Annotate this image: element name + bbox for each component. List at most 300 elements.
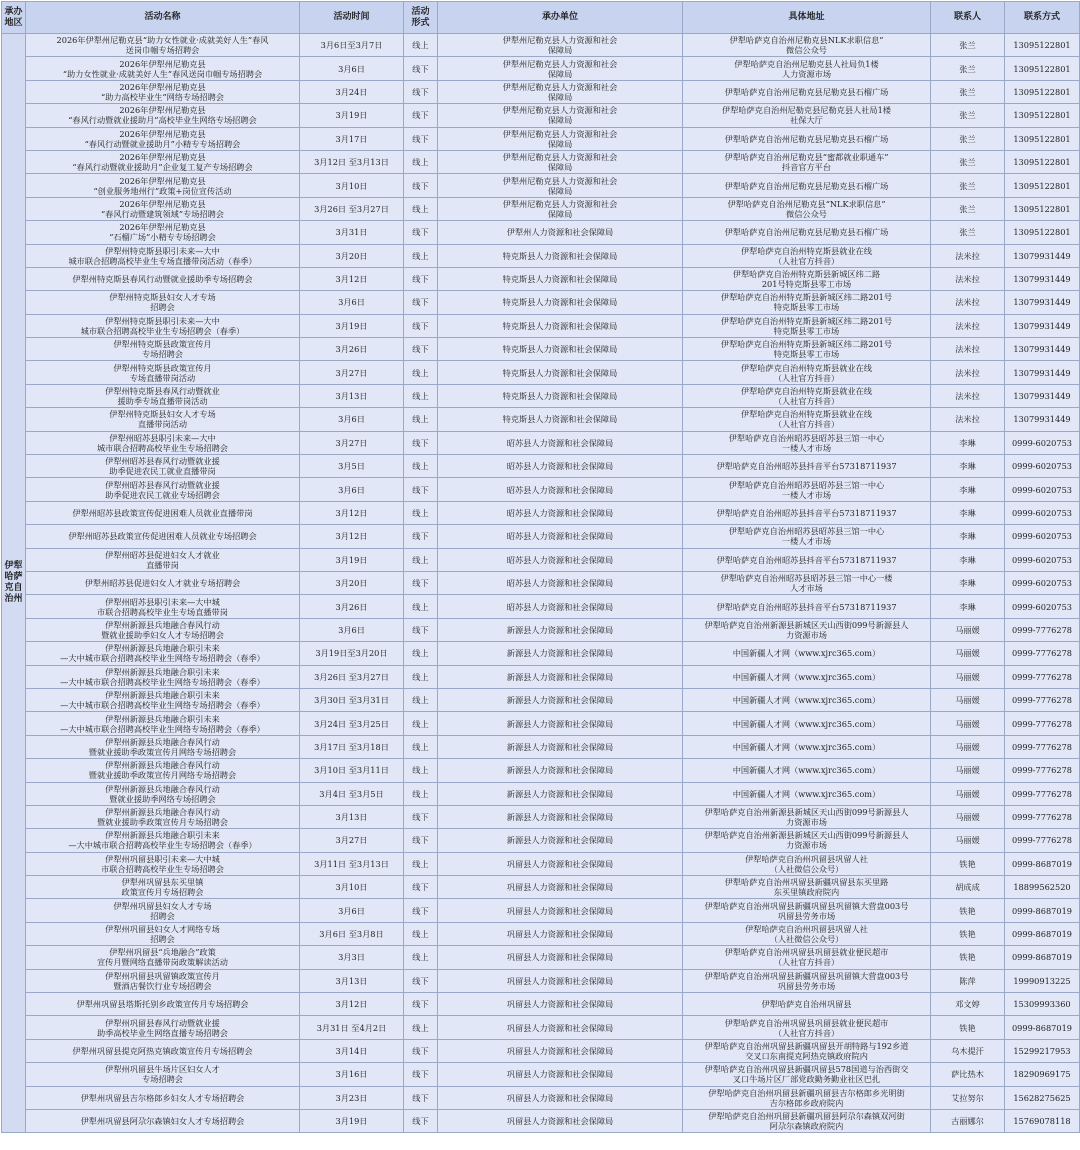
activity-name-cell: 伊犁州新源县兵地融合职引未来 —大中城市联合招聘高校毕业生网络专场招聘会（春季） xyxy=(26,712,300,735)
activity-time-cell: 3月26日 至3月27日 xyxy=(300,665,404,688)
activity-name-cell: 伊犁州巩留县春风行动暨就业援 助季高校毕业生网络直播专场招聘会 xyxy=(26,1016,300,1039)
region-cell: 伊犁 哈萨 克自 治州 xyxy=(2,34,26,1133)
activity-time-cell: 3月13日 xyxy=(300,384,404,407)
contact-phone-cell: 0999-6020753 xyxy=(1005,548,1080,571)
organizer-cell: 伊犁州人力资源和社会保障局 xyxy=(438,221,683,244)
activity-time-cell: 3月24日 xyxy=(300,80,404,103)
contact-person-cell: 艾拉努尔 xyxy=(931,1086,1005,1109)
activity-name-cell: 伊犁州巩留县东买里镇 政策宣传月专场招聘会 xyxy=(26,876,300,899)
contact-phone-cell: 15769078118 xyxy=(1005,1109,1080,1132)
activity-format-cell: 线上 xyxy=(404,501,438,524)
activity-format-cell: 线下 xyxy=(404,525,438,548)
contact-person-cell: 邓文婷 xyxy=(931,993,1005,1016)
activity-name-cell: 伊犁州巩留县提克阿热克镇政策宣传月专场招聘会 xyxy=(26,1039,300,1062)
activity-name-cell: 伊犁州特克斯县政策宣传月 专场直播带岗活动 xyxy=(26,361,300,384)
activity-name-cell: 2026年伊犁州尼勒克县 “春风行动暨建筑领域”专场招聘会 xyxy=(26,197,300,220)
address-cell: 伊犁哈萨克自治州特克斯县就业在线 （人社官方抖音） xyxy=(683,408,931,431)
organizer-cell: 新源县人力资源和社会保障局 xyxy=(438,829,683,852)
table-row xyxy=(2,314,1080,337)
activity-format-cell: 线上 xyxy=(404,1016,438,1039)
table-header-row xyxy=(2,2,1080,34)
activity-name-cell: 2026年伊犁州尼勒克县 “春风行动暨就业援助月”小精专专场招聘会 xyxy=(26,127,300,150)
contact-person-cell: 法米拉 xyxy=(931,267,1005,290)
contact-phone-cell: 13079931449 xyxy=(1005,361,1080,384)
contact-person-cell: 张兰 xyxy=(931,174,1005,197)
activity-time-cell: 3月27日 xyxy=(300,361,404,384)
address-cell: 中国新疆人才网（www.xjrc365.com） xyxy=(683,735,931,758)
activity-name-cell: 2026年伊犁州尼勒克县 “创业服务地州行”政策+岗位宣传活动 xyxy=(26,174,300,197)
contact-phone-cell: 0999-6020753 xyxy=(1005,431,1080,454)
address-cell: 伊犁哈萨克自治州巩留县新疆巩留县阿尕尔森镇双河街 阿尕尔森镇政府院内 xyxy=(683,1109,931,1132)
contact-phone-cell: 18899562520 xyxy=(1005,876,1080,899)
header-activity-format: 活动 形式 xyxy=(404,2,438,34)
activity-format-cell: 线上 xyxy=(404,244,438,267)
address-cell: 伊犁哈萨克自治州昭苏县昭苏县三馆一中心 一楼人才市场 xyxy=(683,478,931,501)
contact-phone-cell: 0999-7776278 xyxy=(1005,829,1080,852)
address-cell: 伊犁哈萨克自治州昭苏县抖音平台57318711937 xyxy=(683,595,931,618)
contact-person-cell: 马丽媛 xyxy=(931,618,1005,641)
contact-phone-cell: 0999-6020753 xyxy=(1005,455,1080,478)
activity-name-cell: 伊犁州新源县兵地融合春风行动 暨就业援助季政策宣传月网络专场招聘会 xyxy=(26,759,300,782)
activity-name-cell: 伊犁州昭苏县促进妇女人才就业专场招聘会 xyxy=(26,571,300,594)
contact-person-cell: 乌木提汗 xyxy=(931,1039,1005,1062)
activity-name-cell: 伊犁州昭苏县政策宣传促进困难人员就业直播带岗 xyxy=(26,501,300,524)
activity-format-cell: 线下 xyxy=(404,221,438,244)
contact-phone-cell: 0999-7776278 xyxy=(1005,735,1080,758)
table-row xyxy=(2,642,1080,665)
contact-phone-cell: 0999-6020753 xyxy=(1005,501,1080,524)
organizer-cell: 新源县人力资源和社会保障局 xyxy=(438,735,683,758)
activity-time-cell: 3月12日 xyxy=(300,501,404,524)
contact-phone-cell: 13079931449 xyxy=(1005,244,1080,267)
table-row xyxy=(2,712,1080,735)
table-row xyxy=(2,829,1080,852)
activity-time-cell: 3月10日 至3月11日 xyxy=(300,759,404,782)
address-cell: 伊犁哈萨克自治州昭苏县昭苏县三馆一中心 一楼人才市场 xyxy=(683,431,931,454)
contact-phone-cell: 13095122801 xyxy=(1005,150,1080,173)
activity-format-cell: 线下 xyxy=(404,57,438,80)
activity-name-cell: 2026年伊犁州尼勒克县 “春风行动暨就业援助月”企业复工复产专场招聘会 xyxy=(26,150,300,173)
activity-name-cell: 伊犁州特克斯县春风行动暨就业 援助季专场直播带岗活动 xyxy=(26,384,300,407)
contact-person-cell: 法米拉 xyxy=(931,338,1005,361)
table-row xyxy=(2,1063,1080,1086)
activity-name-cell: 2026年伊犁州尼勒克县 “助力高校毕业生”网络专场招聘会 xyxy=(26,80,300,103)
contact-phone-cell: 0999-7776278 xyxy=(1005,759,1080,782)
activity-format-cell: 线下 xyxy=(404,291,438,314)
activity-format-cell: 线上 xyxy=(404,642,438,665)
organizer-cell: 新源县人力资源和社会保障局 xyxy=(438,782,683,805)
activity-format-cell: 线下 xyxy=(404,80,438,103)
organizer-cell: 新源县人力资源和社会保障局 xyxy=(438,618,683,641)
activity-format-cell: 线下 xyxy=(404,127,438,150)
contact-phone-cell: 0999-8687019 xyxy=(1005,899,1080,922)
activity-name-cell: 伊犁州特克斯县职引未来—大中 城市联合招聘高校毕业生专场招聘会（春季） xyxy=(26,314,300,337)
table-row xyxy=(2,735,1080,758)
address-cell: 伊犁哈萨克自治州特克斯县新城区纬二路201号 特克斯县零工市场 xyxy=(683,338,931,361)
address-cell: 中国新疆人才网（www.xjrc365.com） xyxy=(683,782,931,805)
organizer-cell: 伊犁州尼勒克县人力资源和社会 保障局 xyxy=(438,80,683,103)
activity-format-cell: 线下 xyxy=(404,993,438,1016)
activity-format-cell: 线下 xyxy=(404,431,438,454)
activity-format-cell: 线下 xyxy=(404,829,438,852)
contact-phone-cell: 0999-8687019 xyxy=(1005,946,1080,969)
address-cell: 伊犁哈萨克自治州巩留县巩留人社 （人社微信公众号） xyxy=(683,922,931,945)
activity-name-cell: 伊犁州巩留县塔斯托别乡政策宣传月专场招聘会 xyxy=(26,993,300,1016)
table-row xyxy=(2,852,1080,875)
address-cell: 中国新疆人才网（www.xjrc365.com） xyxy=(683,759,931,782)
address-cell: 伊犁哈萨克自治州尼勒克县NLK求职信息” 微信公众号 xyxy=(683,34,931,57)
activity-name-cell: 伊犁州昭苏县职引未来—大中城 市联合招聘高校毕业生专场直播带岗 xyxy=(26,595,300,618)
activity-time-cell: 3月26日 xyxy=(300,338,404,361)
organizer-cell: 巩留县人力资源和社会保障局 xyxy=(438,922,683,945)
activity-format-cell: 线上 xyxy=(404,408,438,431)
contact-phone-cell: 13095122801 xyxy=(1005,197,1080,220)
activity-format-cell: 线上 xyxy=(404,34,438,57)
activity-time-cell: 3月14日 xyxy=(300,1039,404,1062)
table-row xyxy=(2,688,1080,711)
contact-person-cell: 古丽娜尔 xyxy=(931,1109,1005,1132)
contact-phone-cell: 19990913225 xyxy=(1005,969,1080,992)
address-cell: 伊犁哈萨克自治州昭苏县昭苏县三馆一中心一楼 人才市场 xyxy=(683,571,931,594)
address-cell: 伊犁哈萨克自治州巩留县新疆巩留县吉尔格郎乡光明街 吉尔格郎乡政府院内 xyxy=(683,1086,931,1109)
organizer-cell: 特克斯县人力资源和社会保障局 xyxy=(438,244,683,267)
contact-person-cell: 马丽媛 xyxy=(931,712,1005,735)
contact-phone-cell: 0999-6020753 xyxy=(1005,478,1080,501)
activity-time-cell: 3月6日 xyxy=(300,291,404,314)
address-cell: 伊犁哈萨克自治州特克斯县新城区纬二路201号 特克斯县零工市场 xyxy=(683,291,931,314)
organizer-cell: 新源县人力资源和社会保障局 xyxy=(438,665,683,688)
table-row xyxy=(2,805,1080,828)
activity-name-cell: 伊犁州新源县兵地融合春风行动 暨就业援助季妇女人才专场招聘会 xyxy=(26,618,300,641)
address-cell: 伊犁哈萨克自治州巩留县巩留县就业便民超市 （人社官方抖音） xyxy=(683,1016,931,1039)
organizer-cell: 巩留县人力资源和社会保障局 xyxy=(438,899,683,922)
organizer-cell: 伊犁州尼勒克县人力资源和社会 保障局 xyxy=(438,34,683,57)
activity-name-cell: 2026年伊犁州尼勒克县 “助力女性就业·成就美好人生”春风送岗巾帼专场招聘会 xyxy=(26,57,300,80)
activity-time-cell: 3月4日 至3月5日 xyxy=(300,782,404,805)
activity-format-cell: 线上 xyxy=(404,946,438,969)
activity-format-cell: 线上 xyxy=(404,712,438,735)
address-cell: 伊犁哈萨克自治州尼勒克县“NLK求职信息” 微信公众号 xyxy=(683,197,931,220)
contact-person-cell: 李琳 xyxy=(931,455,1005,478)
organizer-cell: 伊犁州尼勒克县人力资源和社会 保障局 xyxy=(438,174,683,197)
contact-phone-cell: 0999-8687019 xyxy=(1005,922,1080,945)
activity-format-cell: 线下 xyxy=(404,338,438,361)
organizer-cell: 巩留县人力资源和社会保障局 xyxy=(438,969,683,992)
contact-phone-cell: 0999-7776278 xyxy=(1005,688,1080,711)
header-region: 承办 地区 xyxy=(2,2,26,34)
activity-time-cell: 3月6日 xyxy=(300,899,404,922)
activity-name-cell: 伊犁州昭苏县政策宣传促进困难人员就业专场招聘会 xyxy=(26,525,300,548)
address-cell: 伊犁哈萨克自治州巩留县新疆巩留县开胡特路与192乡道 交叉口东南提克阿热克镇政府院内 xyxy=(683,1039,931,1062)
organizer-cell: 昭苏县人力资源和社会保障局 xyxy=(438,595,683,618)
contact-phone-cell: 0999-7776278 xyxy=(1005,665,1080,688)
table-row xyxy=(2,127,1080,150)
address-cell: 伊犁哈萨克自治州巩留县巩留县就业便民超市 （人社官方抖音） xyxy=(683,946,931,969)
organizer-cell: 新源县人力资源和社会保障局 xyxy=(438,642,683,665)
contact-person-cell: 法米拉 xyxy=(931,244,1005,267)
activity-format-cell: 线下 xyxy=(404,899,438,922)
contact-phone-cell: 0999-8687019 xyxy=(1005,1016,1080,1039)
address-cell: 中国新疆人才网（www.xjrc365.com） xyxy=(683,712,931,735)
activity-time-cell: 3月23日 xyxy=(300,1086,404,1109)
table-row xyxy=(2,876,1080,899)
activity-format-cell: 线上 xyxy=(404,782,438,805)
address-cell: 伊犁哈萨克自治州特克斯县就业在线 （人社官方抖音） xyxy=(683,384,931,407)
organizer-cell: 巩留县人力资源和社会保障局 xyxy=(438,1109,683,1132)
job-fair-table xyxy=(1,1,1080,1133)
activity-name-cell: 2026年伊犁州尼勒克县 “石榴广场”小精专专场招聘会 xyxy=(26,221,300,244)
activity-format-cell: 线下 xyxy=(404,1039,438,1062)
table-row xyxy=(2,1016,1080,1039)
activity-format-cell: 线下 xyxy=(404,267,438,290)
table-row xyxy=(2,80,1080,103)
activity-time-cell: 3月10日 xyxy=(300,876,404,899)
contact-phone-cell: 13079931449 xyxy=(1005,338,1080,361)
table-row xyxy=(2,548,1080,571)
organizer-cell: 特克斯县人力资源和社会保障局 xyxy=(438,314,683,337)
activity-name-cell: 伊犁州新源县兵地融合春风行动 暨就业援助季政策宣传月专场招聘会 xyxy=(26,805,300,828)
activity-format-cell: 线上 xyxy=(404,735,438,758)
activity-time-cell: 3月6日至3月7日 xyxy=(300,34,404,57)
organizer-cell: 伊犁州尼勒克县人力资源和社会 保障局 xyxy=(438,150,683,173)
contact-person-cell: 铁艳 xyxy=(931,852,1005,875)
activity-format-cell: 线上 xyxy=(404,384,438,407)
organizer-cell: 伊犁州尼勒克县人力资源和社会 保障局 xyxy=(438,127,683,150)
contact-person-cell: 马丽媛 xyxy=(931,782,1005,805)
activity-format-cell: 线上 xyxy=(404,665,438,688)
table-row xyxy=(2,244,1080,267)
activity-name-cell: 伊犁州巩留县妇女人才专场 招聘会 xyxy=(26,899,300,922)
activity-format-cell: 线上 xyxy=(404,595,438,618)
address-cell: 中国新疆人才网（www.xjrc365.com） xyxy=(683,642,931,665)
activity-time-cell: 3月11日 至3月13日 xyxy=(300,852,404,875)
contact-phone-cell: 18290969175 xyxy=(1005,1063,1080,1086)
contact-person-cell: 马丽媛 xyxy=(931,829,1005,852)
activity-time-cell: 3月6日 xyxy=(300,618,404,641)
activity-format-cell: 线上 xyxy=(404,548,438,571)
organizer-cell: 特克斯县人力资源和社会保障局 xyxy=(438,291,683,314)
contact-phone-cell: 15628275625 xyxy=(1005,1086,1080,1109)
activity-time-cell: 3月26日 至3月27日 xyxy=(300,197,404,220)
address-cell: 伊犁哈萨克自治州新源县新城区天山西街099号新源县人 力资源市场 xyxy=(683,829,931,852)
activity-time-cell: 3月19日 xyxy=(300,548,404,571)
table-row xyxy=(2,338,1080,361)
activity-time-cell: 3月3日 xyxy=(300,946,404,969)
contact-phone-cell: 13095122801 xyxy=(1005,80,1080,103)
activity-name-cell: 伊犁州巩留县职引未来—大中城 市联合招聘高校毕业生专场招聘会 xyxy=(26,852,300,875)
activity-name-cell: 2026年伊犁州尼勒克县“助力女性就业·成就美好人生”春风 送岗巾帼专场招聘会 xyxy=(26,34,300,57)
organizer-cell: 新源县人力资源和社会保障局 xyxy=(438,805,683,828)
table-row xyxy=(2,946,1080,969)
activity-format-cell: 线上 xyxy=(404,197,438,220)
contact-person-cell: 马丽媛 xyxy=(931,735,1005,758)
activity-name-cell: 伊犁州巩留县妇女人才网络专场 招聘会 xyxy=(26,922,300,945)
table-row xyxy=(2,34,1080,57)
activity-time-cell: 3月12日 xyxy=(300,267,404,290)
activity-time-cell: 3月19日 xyxy=(300,314,404,337)
table-row xyxy=(2,525,1080,548)
table-row xyxy=(2,665,1080,688)
contact-phone-cell: 0999-7776278 xyxy=(1005,618,1080,641)
activity-time-cell: 3月12日 xyxy=(300,993,404,1016)
activity-time-cell: 3月24日 至3月25日 xyxy=(300,712,404,735)
address-cell: 伊犁哈萨克自治州特克斯县新城区纬二路201号 特克斯县零工市场 xyxy=(683,314,931,337)
contact-phone-cell: 13095122801 xyxy=(1005,127,1080,150)
organizer-cell: 伊犁州尼勒克县人力资源和社会 保障局 xyxy=(438,104,683,127)
contact-phone-cell: 15309993360 xyxy=(1005,993,1080,1016)
organizer-cell: 昭苏县人力资源和社会保障局 xyxy=(438,455,683,478)
table-row xyxy=(2,197,1080,220)
contact-phone-cell: 0999-8687019 xyxy=(1005,852,1080,875)
activity-time-cell: 3月30日 至3月31日 xyxy=(300,688,404,711)
contact-phone-cell: 0999-6020753 xyxy=(1005,571,1080,594)
address-cell: 伊犁哈萨克自治州新源县新城区天山西街099号新源县人 力资源市场 xyxy=(683,805,931,828)
activity-format-cell: 线上 xyxy=(404,759,438,782)
table-row xyxy=(2,595,1080,618)
organizer-cell: 昭苏县人力资源和社会保障局 xyxy=(438,478,683,501)
address-cell: 伊犁哈萨克自治州尼勒克县人社局负1楼 人力资源市场 xyxy=(683,57,931,80)
activity-name-cell: 伊犁州特克斯县妇女人才专场 招聘会 xyxy=(26,291,300,314)
activity-time-cell: 3月6日 xyxy=(300,478,404,501)
organizer-cell: 特克斯县人力资源和社会保障局 xyxy=(438,267,683,290)
organizer-cell: 巩留县人力资源和社会保障局 xyxy=(438,1016,683,1039)
activity-time-cell: 3月31日 xyxy=(300,221,404,244)
contact-person-cell: 法米拉 xyxy=(931,291,1005,314)
table-row xyxy=(2,501,1080,524)
activity-time-cell: 3月17日 至3月18日 xyxy=(300,735,404,758)
activity-name-cell: 伊犁州新源县兵地融合春风行动 暨就业援助季政策宣传月网络专场招聘会 xyxy=(26,735,300,758)
address-cell: 中国新疆人才网（www.xjrc365.com） xyxy=(683,688,931,711)
activity-name-cell: 伊犁州特克斯县政策宣传月 专场招聘会 xyxy=(26,338,300,361)
table-row xyxy=(2,899,1080,922)
table-row xyxy=(2,221,1080,244)
organizer-cell: 昭苏县人力资源和社会保障局 xyxy=(438,431,683,454)
address-cell: 伊犁哈萨克自治州昭苏县抖音平台57318711937 xyxy=(683,548,931,571)
activity-time-cell: 3月13日 xyxy=(300,969,404,992)
organizer-cell: 巩留县人力资源和社会保障局 xyxy=(438,1063,683,1086)
organizer-cell: 新源县人力资源和社会保障局 xyxy=(438,759,683,782)
contact-phone-cell: 13095122801 xyxy=(1005,57,1080,80)
address-cell: 中国新疆人才网（www.xjrc365.com） xyxy=(683,665,931,688)
activity-format-cell: 线下 xyxy=(404,805,438,828)
activity-format-cell: 线下 xyxy=(404,1086,438,1109)
organizer-cell: 巩留县人力资源和社会保障局 xyxy=(438,993,683,1016)
address-cell: 伊犁哈萨克自治州新源县新城区天山西街099号新源县人 力资源市场 xyxy=(683,618,931,641)
contact-person-cell: 法米拉 xyxy=(931,384,1005,407)
organizer-cell: 特克斯县人力资源和社会保障局 xyxy=(438,338,683,361)
activity-time-cell: 3月19日至3月20日 xyxy=(300,642,404,665)
table-row xyxy=(2,384,1080,407)
organizer-cell: 新源县人力资源和社会保障局 xyxy=(438,688,683,711)
activity-name-cell: 伊犁州昭苏县春风行动暨就业援 助季促进农民工就业直播带岗 xyxy=(26,455,300,478)
header-organizer: 承办单位 xyxy=(438,2,683,34)
contact-phone-cell: 13079931449 xyxy=(1005,384,1080,407)
activity-time-cell: 3月10日 xyxy=(300,174,404,197)
activity-name-cell: 伊犁州昭苏县职引未来—大中 城市联合招聘高校毕业生专场招聘会 xyxy=(26,431,300,454)
contact-phone-cell: 0999-7776278 xyxy=(1005,805,1080,828)
contact-person-cell: 萨比热木 xyxy=(931,1063,1005,1086)
contact-phone-cell: 13095122801 xyxy=(1005,34,1080,57)
contact-person-cell: 马丽媛 xyxy=(931,688,1005,711)
activity-format-cell: 线下 xyxy=(404,1109,438,1132)
activity-format-cell: 线下 xyxy=(404,1063,438,1086)
contact-person-cell: 李琳 xyxy=(931,595,1005,618)
organizer-cell: 特克斯县人力资源和社会保障局 xyxy=(438,408,683,431)
address-cell: 伊犁哈萨克自治州尼勒克县尼勒克县人社局1楼 社保大厅 xyxy=(683,104,931,127)
activity-time-cell: 3月17日 xyxy=(300,127,404,150)
contact-phone-cell: 13079931449 xyxy=(1005,267,1080,290)
activity-time-cell: 3月27日 xyxy=(300,829,404,852)
activity-format-cell: 线下 xyxy=(404,571,438,594)
activity-name-cell: 伊犁州巩留县阿尕尔森镇妇女人才专场招聘会 xyxy=(26,1109,300,1132)
contact-person-cell: 胡成成 xyxy=(931,876,1005,899)
contact-phone-cell: 13095122801 xyxy=(1005,174,1080,197)
table-row xyxy=(2,1109,1080,1132)
contact-phone-cell: 0999-6020753 xyxy=(1005,595,1080,618)
address-cell: 伊犁哈萨克自治州尼勒克县尼勒克县石榴广场 xyxy=(683,80,931,103)
activity-name-cell: 伊犁州新源县兵地融合职引未来 —大中城市联合招聘高校毕业生网络专场招聘会（春季） xyxy=(26,665,300,688)
activity-name-cell: 伊犁州巩留县吉尔格郎乡妇女人才专场招聘会 xyxy=(26,1086,300,1109)
contact-person-cell: 法米拉 xyxy=(931,408,1005,431)
contact-phone-cell: 13079931449 xyxy=(1005,408,1080,431)
activity-format-cell: 线下 xyxy=(404,969,438,992)
table-row xyxy=(2,267,1080,290)
contact-person-cell: 铁艳 xyxy=(931,899,1005,922)
organizer-cell: 特克斯县人力资源和社会保障局 xyxy=(438,384,683,407)
contact-phone-cell: 0999-7776278 xyxy=(1005,642,1080,665)
contact-phone-cell: 0999-7776278 xyxy=(1005,712,1080,735)
table-row xyxy=(2,922,1080,945)
activity-name-cell: 伊犁州新源县兵地融合职引未来 —大中城市联合招聘高校毕业生网络专场招聘会（春季） xyxy=(26,688,300,711)
contact-person-cell: 马丽媛 xyxy=(931,759,1005,782)
organizer-cell: 巩留县人力资源和社会保障局 xyxy=(438,946,683,969)
address-cell: 伊犁哈萨克自治州巩留县巩留人社 （人社微信公众号） xyxy=(683,852,931,875)
address-cell: 伊犁哈萨克自治州特克斯县就业在线 （人社官方抖音） xyxy=(683,244,931,267)
contact-person-cell: 张兰 xyxy=(931,221,1005,244)
table-row xyxy=(2,408,1080,431)
contact-phone-cell: 13079931449 xyxy=(1005,291,1080,314)
table-row xyxy=(2,571,1080,594)
organizer-cell: 伊犁州尼勒克县人力资源和社会 保障局 xyxy=(438,57,683,80)
table-row xyxy=(2,1039,1080,1062)
activity-name-cell: 伊犁州特克斯县职引未来—大中 城市联合招聘高校毕业生专场直播带岗活动（春季） xyxy=(26,244,300,267)
table-row xyxy=(2,150,1080,173)
contact-person-cell: 张兰 xyxy=(931,80,1005,103)
organizer-cell: 昭苏县人力资源和社会保障局 xyxy=(438,501,683,524)
contact-person-cell: 李琳 xyxy=(931,525,1005,548)
contact-person-cell: 李琳 xyxy=(931,548,1005,571)
organizer-cell: 巩留县人力资源和社会保障局 xyxy=(438,1086,683,1109)
contact-person-cell: 铁艳 xyxy=(931,922,1005,945)
activity-name-cell: 伊犁州特克斯县妇女人才专场 直播带岗活动 xyxy=(26,408,300,431)
organizer-cell: 特克斯县人力资源和社会保障局 xyxy=(438,361,683,384)
contact-person-cell: 马丽媛 xyxy=(931,665,1005,688)
table-row xyxy=(2,174,1080,197)
contact-person-cell: 张兰 xyxy=(931,34,1005,57)
contact-person-cell: 李琳 xyxy=(931,431,1005,454)
activity-format-cell: 线上 xyxy=(404,922,438,945)
activity-format-cell: 线下 xyxy=(404,314,438,337)
header-address: 具体地址 xyxy=(683,2,931,34)
organizer-cell: 昭苏县人力资源和社会保障局 xyxy=(438,571,683,594)
table-row xyxy=(2,782,1080,805)
table-row xyxy=(2,969,1080,992)
table-row xyxy=(2,1086,1080,1109)
activity-name-cell: 伊犁州昭苏县春风行动暨就业援 助季促进农民工就业专场招聘会 xyxy=(26,478,300,501)
organizer-cell: 巩留县人力资源和社会保障局 xyxy=(438,1039,683,1062)
activity-name-cell: 伊犁州新源县兵地融合职引未来 —大中城市联合招聘高校毕业生网络专场招聘会（春季） xyxy=(26,642,300,665)
contact-person-cell: 铁艳 xyxy=(931,946,1005,969)
